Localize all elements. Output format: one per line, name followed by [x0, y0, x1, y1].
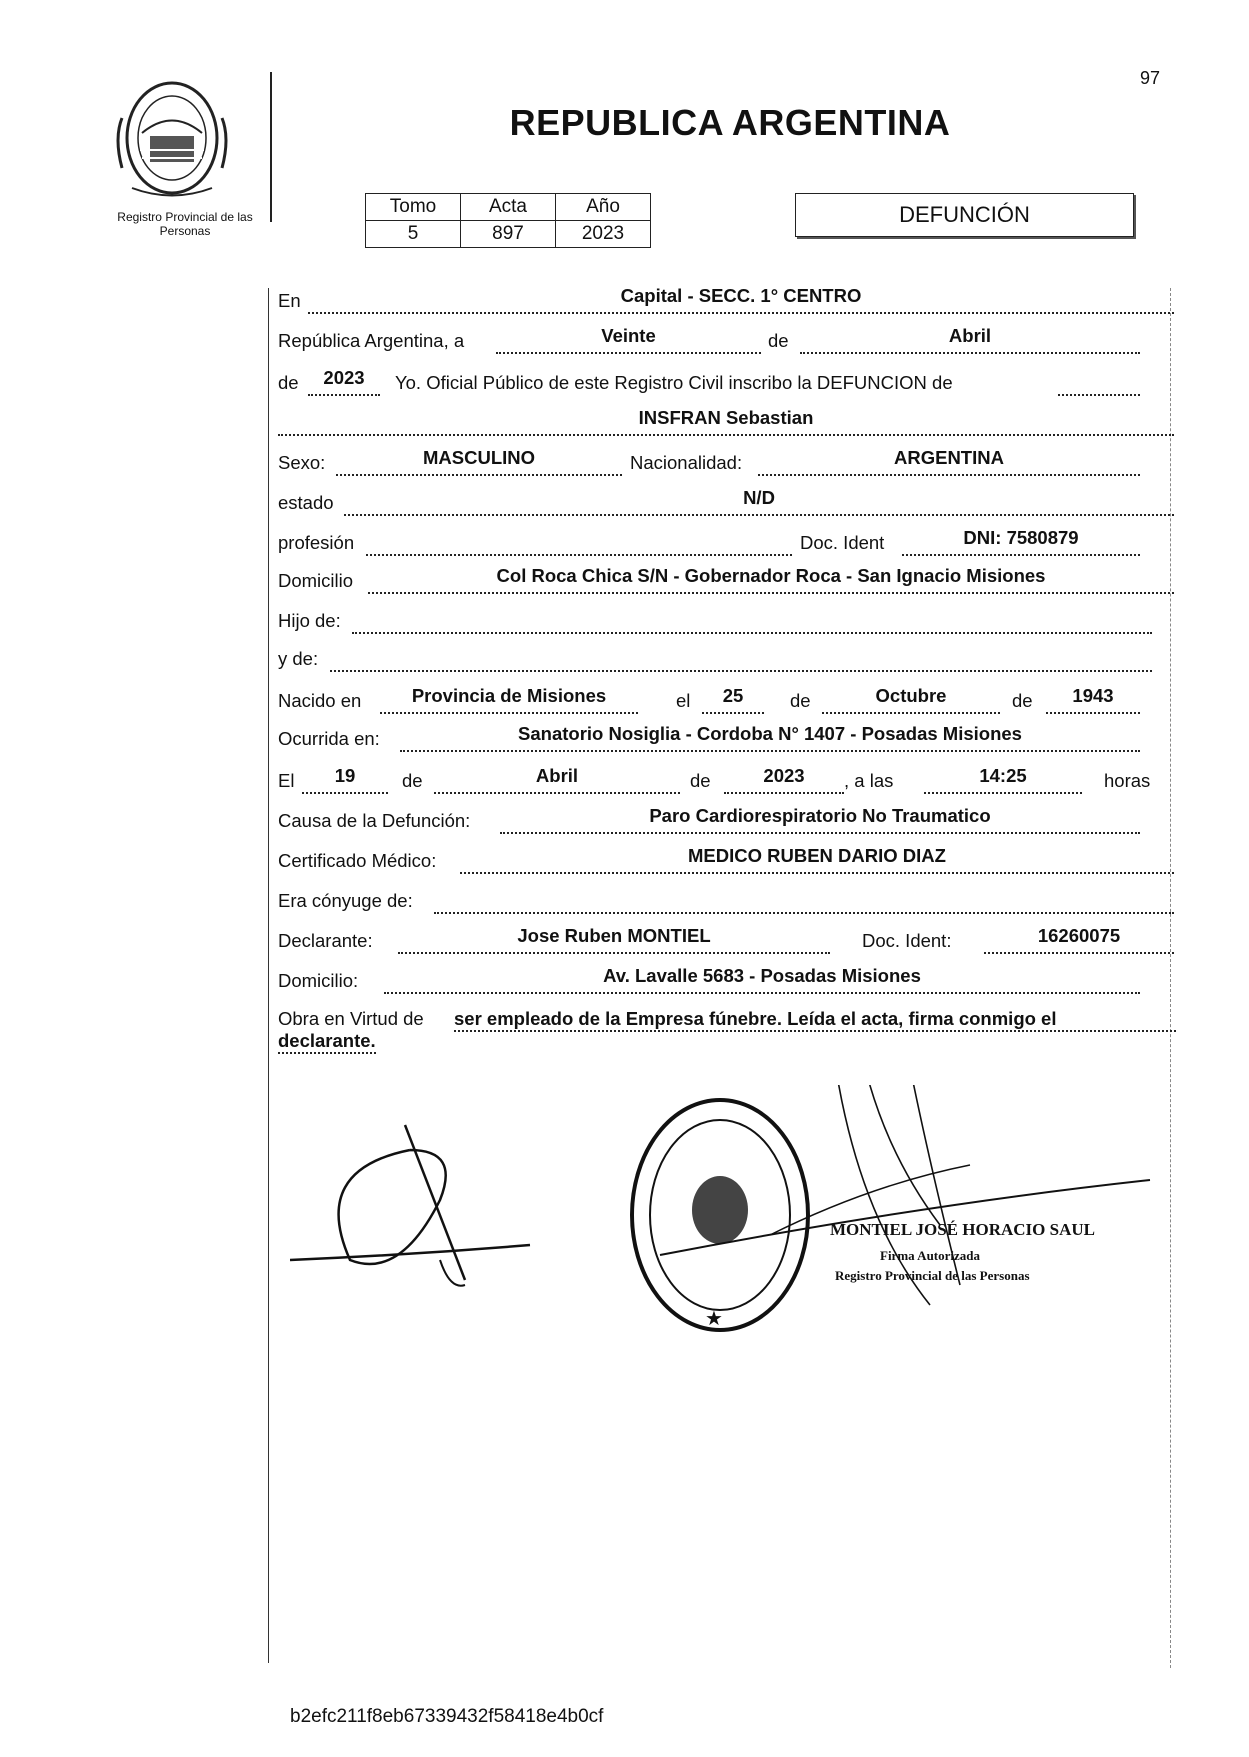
- label-de2: de: [278, 372, 299, 393]
- acta-header-tomo: Tomo: [366, 194, 461, 221]
- row-domicilio-declarante: [278, 968, 1174, 994]
- field-y-de: [330, 644, 1152, 672]
- label-doc-ident: Doc. Ident: [800, 532, 885, 553]
- row-y-de: [278, 646, 1174, 672]
- label-de-b1: de: [790, 690, 811, 711]
- row-declarante: [278, 928, 1174, 954]
- row-hijo-de: [278, 608, 1174, 634]
- document-type-box: DEFUNCIÓN: [795, 193, 1134, 237]
- row-fecha-defuncion: [278, 768, 1174, 794]
- field-sexo: MASCULINO: [336, 448, 622, 476]
- field-causa: Paro Cardiorespiratorio No Traumatico: [500, 806, 1140, 834]
- field-nac-anio: 1943: [1046, 686, 1140, 714]
- acta-header-acta: Acta: [461, 194, 556, 221]
- label-de-d2: de: [690, 770, 711, 791]
- label-ocurrida: Ocurrida en:: [278, 728, 380, 749]
- acta-value-anio: 2023: [556, 221, 651, 248]
- row-conyuge: [278, 888, 1174, 914]
- field-declarante-dom: Av. Lavalle 5683 - Posadas Misiones: [384, 966, 1140, 994]
- row-fecha-acta: [278, 328, 1174, 354]
- row-obra: [278, 1006, 1178, 1032]
- field-conyuge: [434, 886, 1174, 914]
- field-nacionalidad: ARGENTINA: [758, 448, 1140, 476]
- label-horas: horas: [1104, 770, 1151, 791]
- province-seal-logo: [112, 78, 262, 198]
- row-anio: [278, 370, 1174, 396]
- declarant-signature: [290, 1110, 550, 1300]
- svg-text:★: ★: [705, 1308, 723, 1330]
- document-title: REPUBLICA ARGENTINA: [509, 102, 951, 143]
- field-declarante-doc: 16260075: [984, 926, 1174, 954]
- label-a-las: , a las: [844, 770, 894, 791]
- header-divider: [270, 72, 272, 222]
- field-hora: 14:25: [924, 766, 1082, 794]
- field-nac-mes: Octubre: [822, 686, 1000, 714]
- label-sexo: Sexo:: [278, 452, 326, 473]
- label-domicilio2: Domicilio:: [278, 970, 359, 991]
- label-estado: estado: [278, 492, 334, 513]
- registry-name: Registro Provincial de las Personas: [117, 210, 253, 238]
- label-certificado: Certificado Médico:: [278, 850, 437, 871]
- label-nacido-en: Nacido en: [278, 690, 362, 711]
- page-number: 97: [1140, 68, 1161, 88]
- label-nacionalidad: Nacionalidad:: [630, 452, 743, 473]
- label-y-de: y de:: [278, 648, 319, 669]
- label-de-d1: de: [402, 770, 423, 791]
- label-republica: República Argentina, a: [278, 330, 465, 351]
- field-nac-dia: 25: [702, 686, 764, 714]
- row-en: [278, 288, 1174, 314]
- row-causa: [278, 808, 1174, 834]
- field-dia: Veinte: [496, 326, 761, 354]
- row-sexo: [278, 450, 1174, 476]
- label-declarante: Declarante:: [278, 930, 373, 951]
- form-left-rule: [268, 288, 269, 1663]
- label-de: de: [768, 330, 789, 351]
- field-nombre: INSFRAN Sebastian: [278, 408, 1174, 436]
- label-el: el: [676, 690, 691, 711]
- field-estado: N/D: [344, 488, 1174, 516]
- label-domicilio: Domicilio: [278, 570, 354, 591]
- label-profesion: profesión: [278, 532, 355, 553]
- acta-table: [365, 193, 651, 248]
- field-certificado: MEDICO RUBEN DARIO DIAZ: [460, 846, 1174, 874]
- field-nacido-lugar: Provincia de Misiones: [380, 686, 638, 714]
- field-declarante: Jose Ruben MONTIEL: [398, 926, 830, 954]
- row-domicilio: [278, 568, 1174, 594]
- label-conyuge: Era cónyuge de:: [278, 890, 413, 911]
- acta-value-tomo: 5: [366, 221, 461, 248]
- field-blank: [1058, 368, 1140, 396]
- label-hijo-de: Hijo de:: [278, 610, 341, 631]
- signatory-name: MONTIEL JOSÉ HORACIO SAUL: [830, 1220, 1095, 1239]
- field-obra-line1: ser empleado de la Empresa fúnebre. Leída el acta, firma conmigo el: [454, 1008, 1176, 1032]
- signatory-office: Registro Provincial de las Personas: [835, 1268, 1030, 1283]
- field-doc: DNI: 7580879: [902, 528, 1140, 556]
- field-ocurrida: Sanatorio Nosiglia - Cordoba N° 1407 - Posadas Misiones: [400, 724, 1140, 752]
- field-obra-line2: declarante.: [278, 1030, 376, 1054]
- field-def-dia: 19: [302, 766, 388, 794]
- signatory-role: Firma Autorizada: [880, 1248, 981, 1263]
- label-el2: El: [278, 770, 295, 791]
- acta-header-anio: Año: [556, 194, 651, 221]
- field-def-anio: 2023: [724, 766, 844, 794]
- field-def-mes: Abril: [434, 766, 680, 794]
- row-nombre: [278, 410, 1174, 436]
- field-lugar: Capital - SECC. 1° CENTRO: [308, 286, 1174, 314]
- field-profesion: [366, 528, 792, 556]
- label-de-b2: de: [1012, 690, 1033, 711]
- document-hash: b2efc211f8eb67339432f58418e4b0cf: [290, 1706, 604, 1727]
- field-anio: 2023: [308, 368, 380, 396]
- row-ocurrida: [278, 726, 1174, 752]
- label-doc-ident2: Doc. Ident:: [862, 930, 952, 951]
- field-mes: Abril: [800, 326, 1140, 354]
- acta-value-acta: 897: [461, 221, 556, 248]
- field-hijo-de: [352, 606, 1152, 634]
- row-profesion: [278, 530, 1174, 556]
- label-obra: Obra en Virtud de: [278, 1008, 424, 1029]
- row-certificado: [278, 848, 1174, 874]
- label-en: En: [278, 290, 301, 311]
- row-estado: [278, 490, 1174, 516]
- field-domicilio: Col Roca Chica S/N - Gobernador Roca - San Ignacio Misiones: [368, 566, 1174, 594]
- official-stamp-and-signature: [620, 1085, 1180, 1345]
- label-causa: Causa de la Defunción:: [278, 810, 471, 831]
- label-yo: Yo. Oficial Público de este Registro Civil inscribo la DEFUNCION de: [395, 372, 953, 393]
- row-nacido: [278, 688, 1174, 714]
